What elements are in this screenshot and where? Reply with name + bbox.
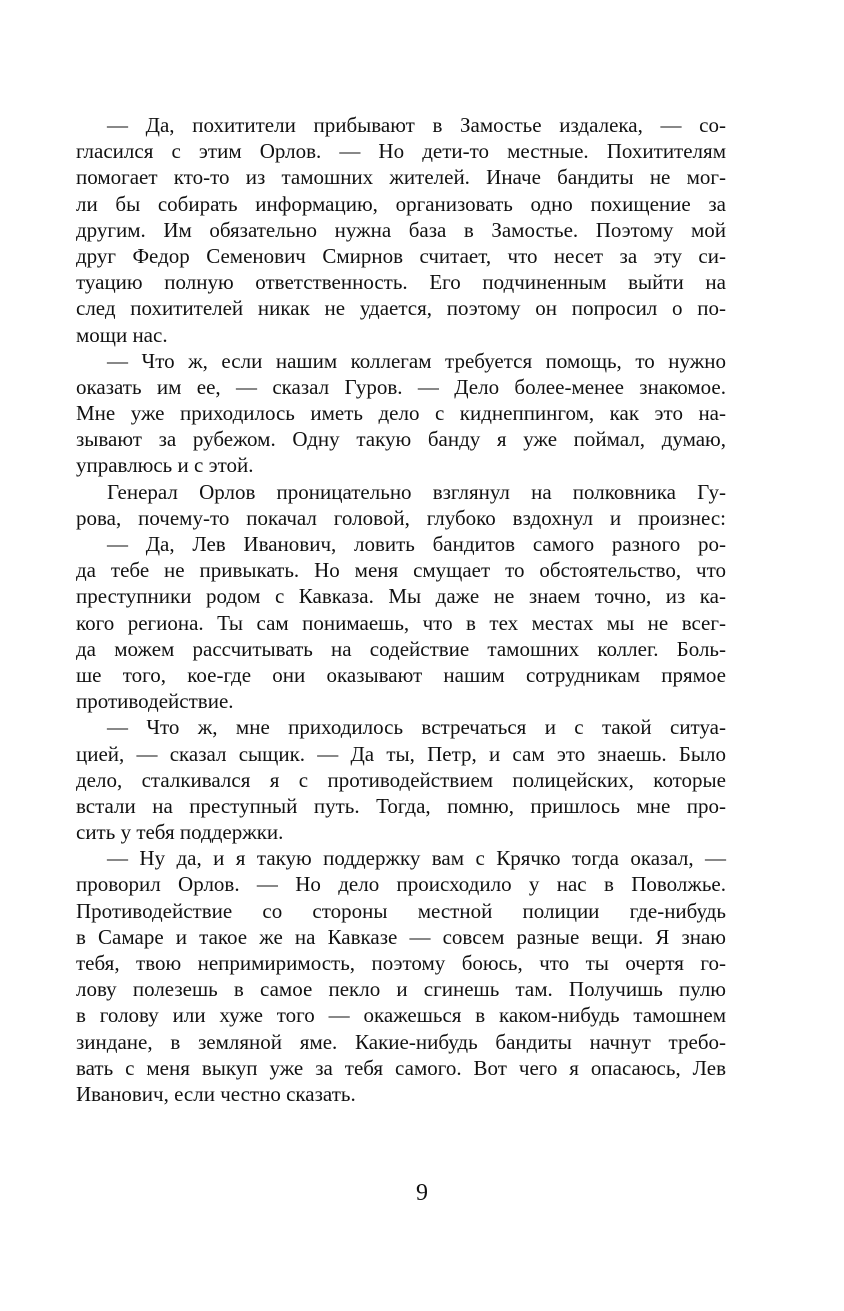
text-line: след похитителей никак не удается, поэтому он попросил о по- [76,296,726,321]
text-line: помогает кто-то из тамошних жителей. Иначе бандиты не мог- [76,165,726,190]
text-line: встали на преступный путь. Тогда, помню, пришлось мне про- [76,793,726,818]
text-line: — Что ж, мне приходилось встречаться и с такой ситуа- [107,715,726,740]
text-line: вать с меня выкуп уже за тебя самого. Вот чего я опасаюсь, Лев [76,1055,726,1080]
text-line: тебя, твою непримиримость, поэтому боюсь, что ты очертя го- [76,951,726,975]
text-line: в голову или хуже того — окажешься в каком-нибудь тамошнем [76,1003,726,1028]
text-line: да тебе не привыкать. Но меня смущает то обстоятельство, что [76,558,726,583]
text-line: ше того, кое-где они оказывают нашим сотрудникам прямое [76,662,726,687]
text-line: гласился с этим Орлов. — Но дети-то местные. Похитителям [76,139,726,164]
text-line: друг Федор Семенович Смирнов считает, что несет за эту си- [76,243,726,268]
text-line: туацию полную ответственность. Его подчиненным выйти на [76,270,726,295]
text-line: — Да, Лев Иванович, ловить бандитов самого разного ро- [107,532,726,556]
text-line: лову полезешь в самое пекло и сгинешь там. Получишь пулю [76,977,726,1002]
page-body-text [76,112,726,1107]
text-line: Противодействие со стороны местной полиции где-нибудь [76,898,726,923]
text-line: — Да, похитители прибывают в Замостье издалека, — со- [107,113,726,137]
text-line: мощи нас. [76,322,168,347]
text-line: Мне уже приходилось иметь дело с киднеппингом, как это на- [76,401,726,426]
text-line: цией, — сказал сыщик. — Да ты, Петр, и сам это знаешь. Было [76,741,726,766]
text-line: оказать им ее, — сказал Гуров. — Дело более-менее знакомое. [76,374,726,399]
text-line: зиндане, в земляной яме. Какие-нибудь бандиты начнут требо- [76,1029,726,1054]
text-line: управлюсь и с этой. [76,453,254,478]
text-line: — Ну да, и я такую поддержку вам с Крячко тогда оказал, — [107,846,726,871]
text-line: в Самаре и такое же на Кавказе — совсем разные вещи. Я знаю [76,924,726,949]
page-number: 9 [416,1180,428,1206]
text-line: Генерал Орлов проницательно взглянул на полковника Гу- [107,479,726,504]
text-line: проворил Орлов. — Но дело происходило у нас в Поволжье. [76,872,726,897]
text-line: — Что ж, если нашим коллегам требуется помощь, то нужно [107,348,726,373]
text-line: другим. Им обязательно нужна база в Замостье. Поэтому мой [76,217,726,242]
text-line: да можем рассчитывать на содействие тамошних коллег. Боль- [76,636,726,661]
text-line: сить у тебя поддержки. [76,820,284,845]
text-line: Иванович, если честно сказать. [76,1081,356,1106]
text-line: зывают за рубежом. Одну такую банду я уже поймал, думаю, [76,427,726,452]
text-line: кого региона. Ты сам понимаешь, что в тех местах мы не всег- [76,610,726,635]
text-line: рова, почему-то покачал головой, глубоко вздохнул и произнес: [76,505,726,530]
text-line: противодействие. [76,689,234,714]
text-line: дело, сталкивался я с противодействием полицейских, которые [76,767,726,792]
text-line: преступники родом с Кавказа. Мы даже не знаем точно, из ка- [76,584,726,609]
text-line: ли бы собирать информацию, организовать одно похищение за [76,191,726,216]
